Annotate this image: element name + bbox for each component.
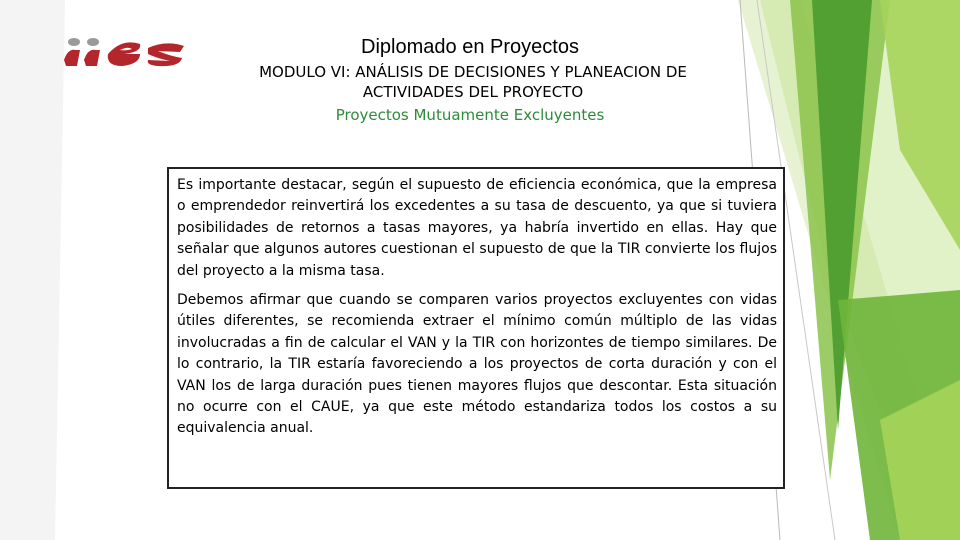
content-text-box	[167, 167, 785, 489]
ies-logo	[62, 30, 188, 70]
paragraph-2: Debemos afirmar que cuando se comparen varios proyectos excluyentes con vidas útiles diferentes, se recomienda extraer el mínimo común múltiplo de las vidas involucradas a fin de calcular el VAN y la TIR con horizontes de tiempo similares. De lo contrario, la TIR estaría favoreciendo a los proyectos de corta duración y con el VAN los de larga duración pues tienen mayores flujos que descontar. Esta situación no ocurre con el CAUE, ya que este método estandariza todos los costos a su equivalencia anual.	[177, 292, 777, 437]
slide-subtitle: Proyectos Mutuamente Excluyentes	[335, 106, 605, 124]
left-tint-panel	[0, 0, 65, 540]
paragraph-1: Es importante destacar, según el supuesto de eficiencia económica, que la empresa o emprendedor reinvertirá los excedentes a su tasa de descuento, ya que si tuviera posibilidades de retornos a tasas mayores, ya habría invertido en ellas. Hay que señalar que algunos autores cuestionan el supuesto de que la TIR convierte los flujos del proyecto a la misma tasa.	[177, 177, 777, 279]
module-heading: MODULO VI: ANÁLISIS DE DECISIONES Y PLANEACION DE ACTIVIDADES DEL PROYECTO	[259, 63, 687, 101]
slide-title: Diplomado en Proyectos	[361, 36, 579, 58]
